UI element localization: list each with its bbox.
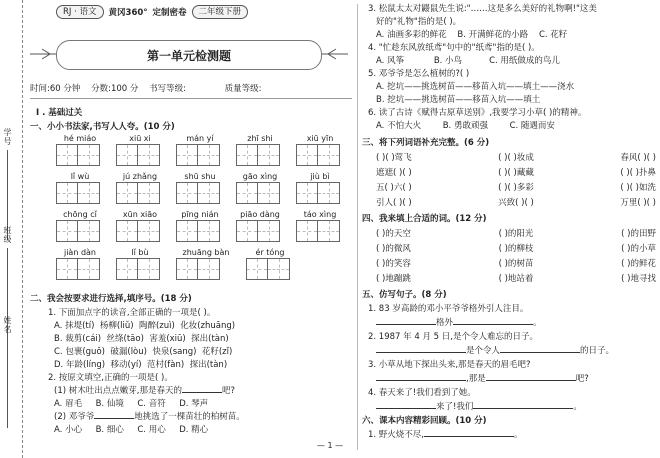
pinyin-grid[interactable]: xiū yīn xyxy=(296,134,344,166)
left-column xyxy=(30,0,352,458)
q3-row-3: 五( )六( ) ( )( )多彩 ( )( )如洗 xyxy=(376,183,656,193)
q2-s1: 1. 下面加点字的读音,全部正确的一项是( )。 xyxy=(48,308,216,318)
quality-grade: 质量等级: xyxy=(224,84,262,94)
pinyin-grid[interactable]: jiàn dàn xyxy=(56,248,104,280)
answer-blank[interactable] xyxy=(473,408,573,409)
r6: 6. 读了古诗《赋得古原草送别》,我要学习小草( )的精神。 xyxy=(368,108,587,118)
column-divider xyxy=(357,4,358,450)
q2-s2a-options: A. 眉毛 B. 仙境 C. 音符 D. 琴声 xyxy=(54,399,209,409)
answer-blank[interactable] xyxy=(486,380,576,381)
pinyin-grid[interactable]: mán yí xyxy=(176,134,224,166)
q3-row-2: 遮遮( )( ) ( )( )藏藏 ( )( )扑鼻 xyxy=(376,168,656,178)
q5c: 3. 小草从地下探出头来,那是春天的眉毛吧? xyxy=(368,360,531,370)
q4-row-2: ( )的微风 ( )的柳枝 ( )的小草 xyxy=(376,244,656,254)
pinyin-grid[interactable]: ér tóng xyxy=(246,248,294,280)
q3-heading: 三、将下列词语补充完整。(6 分) xyxy=(362,138,490,148)
time-info: 时间:60 分钟 xyxy=(30,84,81,94)
name-label: 姓名 xyxy=(2,316,13,428)
r5b: B. 挖坑——挑选树苗——移苗入坑——填土 xyxy=(376,95,541,105)
answer-blank[interactable] xyxy=(453,324,533,325)
divider-line xyxy=(30,98,352,99)
r3b: 好的"礼物"指的是( )。 xyxy=(376,17,462,27)
q5a: 1. 83 岁高龄的邓小平爷爷格外引人注目。 xyxy=(368,304,529,314)
q4-row-4: ( )地蹦跳 ( )地站着 ( )地寻找 xyxy=(376,274,656,284)
r6-options: A. 不怕大火 B. 勇敢顽强 C. 随遇而安 xyxy=(376,121,555,131)
score-info: 分数:100 分 xyxy=(91,84,139,94)
pinyin-grid[interactable]: táo xìng xyxy=(296,210,344,242)
pinyin-row-4 xyxy=(30,248,352,288)
pinyin-grid[interactable]: gāo xìng xyxy=(236,172,284,204)
q2-s2a: (1) 树木吐出点点嫩芽,那是春天的 吧? xyxy=(54,386,235,396)
q5b: 2. 1987 年 4 月 5 日,是个令人难忘的日子。 xyxy=(368,332,538,342)
pinyin-grid[interactable]: xūn xiāo xyxy=(116,210,164,242)
answer-blank[interactable] xyxy=(376,352,466,353)
q6a: 1. 野火烧不尽, 。 xyxy=(368,430,523,440)
q2-heading: 二、我会按要求进行选择,填序号。(18 分) xyxy=(30,294,192,304)
q1-heading: 一、小小书法家,书写人人夸。(10 分) xyxy=(30,122,175,132)
pinyin-grid[interactable]: jiù bì xyxy=(296,172,344,204)
answer-blank[interactable] xyxy=(376,324,436,325)
pinyin-grid[interactable]: lǐ bù xyxy=(116,248,164,280)
pinyin-grid[interactable]: zhī shi xyxy=(236,134,284,166)
answer-blank[interactable] xyxy=(424,436,514,437)
q2-option-d: D. 年龄(líng) 移动(yí) 范村(fàn) 探出(tàn) xyxy=(54,360,228,370)
pinyin-grid[interactable]: jú zhǎng xyxy=(116,172,164,204)
q4-row-1: ( )的天空 ( )的阳光 ( )的田野 xyxy=(376,229,656,239)
writing-grade: 书写等级: xyxy=(149,84,186,94)
answer-blank[interactable] xyxy=(376,408,436,409)
title-left-ornament-icon xyxy=(30,46,56,62)
series: 定制密卷 xyxy=(152,8,187,18)
q6-heading: 六、课本内容精彩回顾。(10 分) xyxy=(362,416,487,426)
part-heading: Ⅰ . 基础过关 xyxy=(36,108,83,118)
r3: 3. 松鼠太太对鼹鼠先生说:"……这是多么美好的礼物啊!"这美 xyxy=(368,4,597,14)
binding-margin xyxy=(0,0,23,458)
q4-row-3: ( )的笑容 ( )的树苗 ( )的鲜花 xyxy=(376,259,656,269)
right-column xyxy=(362,0,656,458)
q4-heading: 四、我来填上合适的词。(12 分) xyxy=(362,214,487,224)
title-right-ornament-icon xyxy=(322,46,348,62)
q5d: 4. 春天来了!我们看到了她。 xyxy=(368,388,476,398)
exam-meta xyxy=(30,82,352,94)
header-bar xyxy=(56,4,320,20)
exam-title: 第一单元检测题 xyxy=(56,40,322,70)
answer-blank[interactable] xyxy=(376,380,466,381)
q5b-answer: 是个令人 的日子。 xyxy=(376,344,614,356)
pinyin-grid[interactable]: xiū xi xyxy=(116,134,164,166)
answer-blank[interactable] xyxy=(182,392,222,393)
answer-blank[interactable] xyxy=(94,418,134,419)
q5c-answer: ,那是 吧? xyxy=(376,372,589,384)
class-label: 班级 xyxy=(2,226,13,338)
pinyin-grid[interactable]: chōng cǐ xyxy=(56,210,104,242)
q2-option-a: A. 抹堤(tí) 杨柳(liǔ) 陶醉(zuì) 化妆(zhuāng) xyxy=(54,321,236,331)
pinyin-grid[interactable]: shū shu xyxy=(176,172,224,204)
student-number-label: 学号 xyxy=(2,128,13,240)
q3-row-4: 引人( )( ) 兴致( )( ) 万里( )( ) xyxy=(376,198,656,208)
q2-s2b-options: A. 小心 B. 细心 C. 用心 D. 精心 xyxy=(54,425,209,435)
pinyin-row-2 xyxy=(30,172,352,212)
r3-options: A. 油画多彩的鲜花 B. 开满鲜花的小路 C. 花籽 xyxy=(376,30,568,40)
q5a-answer: 格外 。 xyxy=(376,316,542,328)
grade-pill: 二年级下册 xyxy=(192,5,249,19)
pinyin-grid[interactable]: pīng nián xyxy=(176,210,224,242)
brand: 黄冈360° xyxy=(108,8,148,18)
q2-option-c: C. 包裹(guǒ) 破漏(lòu) 快泉(sang) 花籽(zǐ) xyxy=(54,347,233,357)
r5a: A. 挖坑——挑选树苗——移苗入坑——填土——浇水 xyxy=(376,82,575,92)
page-number: — 1 — xyxy=(316,441,344,450)
q5-heading: 五、仿写句子。(8 分) xyxy=(362,290,447,300)
pinyin-grid[interactable]: piāo dàng xyxy=(236,210,284,242)
q2-s2: 2. 按原文填空,正确的一项是( )。 xyxy=(48,373,173,383)
q3-row-1: ( )( )莺飞 ( )( )妆成 春风( )( ) xyxy=(376,153,656,163)
r4-options: A. 风筝 B. 小鸟 C. 用纸做成的鸟儿 xyxy=(376,56,560,66)
q2-s2b: (2) 邓爷爷 地挑选了一棵苗壮的柏树苗。 xyxy=(54,412,245,422)
subject-pill: RJ · 语文 xyxy=(56,5,104,19)
pinyin-grid[interactable]: lǐ wù xyxy=(56,172,104,204)
pinyin-row-3 xyxy=(30,210,352,250)
q2-option-b: B. 裁剪(cái) 丝绦(tāo) 害羞(xiū) 探出(tàn) xyxy=(54,334,229,344)
r4: 4. "忙趁东风放纸鸢"句中的"纸鸢"指的是( )。 xyxy=(368,43,540,53)
answer-blank[interactable] xyxy=(500,352,580,353)
pinyin-grid[interactable]: hé miáo xyxy=(56,134,104,166)
pinyin-grid[interactable]: zhuāng bàn xyxy=(176,248,236,280)
pinyin-row-1 xyxy=(30,134,352,174)
q5d-answer: 来了!我们 。 xyxy=(376,400,582,412)
r5: 5. 邓爷爷是怎么植树的?( ) xyxy=(368,69,470,79)
